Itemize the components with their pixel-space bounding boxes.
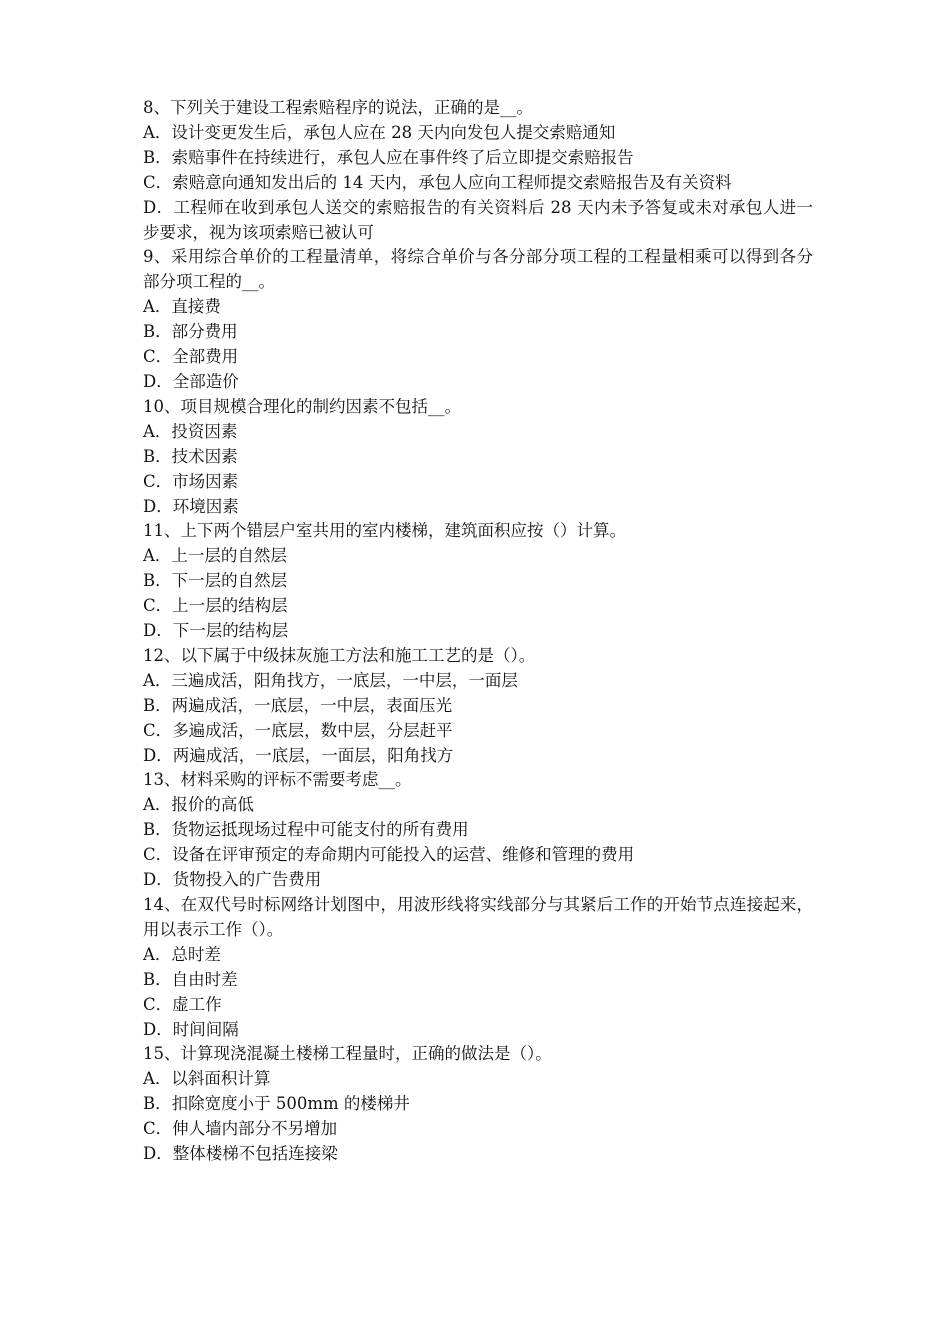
question-stem: 11、上下两个错层户室共用的室内楼梯，建筑面积应按（）计算。 (143, 521, 626, 541)
question-stem: 8、下列关于建设工程索赔程序的说法，正确的是__。 (143, 98, 533, 117)
question-stem: 13、材料采购的评标不需要考虑__。 (143, 770, 412, 790)
option-b: B．自由时差 (143, 969, 238, 989)
question-8 (143, 96, 813, 245)
option-d: D．下一层的结构层 (143, 621, 289, 641)
question-stem: 15、计算现浇混凝土楼梯工程量时，正确的做法是（）。 (143, 1044, 552, 1064)
option-c: C．索赔意向通知发出后的 14 天内，承包人应向工程师提交索赔报告及有关资料 (143, 172, 732, 192)
option-d: D．环境因素 (143, 496, 239, 516)
question-15 (143, 1042, 813, 1167)
question-stem: 12、以下属于中级抹灰施工方法和施工工艺的是（）。 (143, 645, 536, 665)
option-b: B．技术因素 (143, 446, 238, 466)
option-b: B．下一层的自然层 (143, 571, 288, 591)
option-d: D．工程师在收到承包人送交的索赔报告的有关资料后 28 天内未予答复或未对承包人进一步要求，视为该项索赔已被认可 (143, 197, 813, 242)
option-c: C．虚工作 (143, 994, 222, 1014)
option-c: C．上一层的结构层 (143, 596, 288, 616)
option-b: B．部分费用 (143, 322, 238, 342)
question-9 (143, 245, 813, 394)
option-d: D．两遍成活，一底层，一面层，阳角找方 (143, 745, 454, 765)
question-12 (143, 644, 813, 769)
option-d: D．货物投入的广告费用 (143, 870, 322, 890)
option-a: A．总时差 (143, 944, 221, 964)
option-d: D．时间间隔 (143, 1019, 239, 1039)
option-a: A．上一层的自然层 (143, 546, 287, 566)
question-stem: 10、项目规模合理化的制约因素不包括__。 (143, 396, 461, 416)
option-b: B．两遍成活，一底层，一中层，表面压光 (143, 695, 453, 715)
option-a: A．报价的高低 (143, 795, 254, 815)
option-c: C．设备在评审预定的寿命期内可能投入的运营、维修和管理的费用 (143, 845, 635, 865)
option-d: D．整体楼梯不包括连接梁 (143, 1144, 338, 1164)
question-10 (143, 395, 813, 520)
option-c: C．多遍成活，一底层，数中层，分层赶平 (143, 720, 453, 740)
option-b: B．货物运抵现场过程中可能支付的所有费用 (143, 820, 469, 840)
option-c: C．全部费用 (143, 347, 239, 367)
question-11 (143, 519, 813, 644)
option-c: C．伸人墙内部分不另增加 (143, 1119, 338, 1139)
option-d: D．全部造价 (143, 371, 239, 391)
question-stem: 9、采用综合单价的工程量清单，将综合单价与各分部分项工程的工程量相乘可以得到各分部分项工程的__。 (143, 247, 813, 292)
question-14 (143, 893, 813, 1042)
option-c: C．市场因素 (143, 471, 239, 491)
question-list (143, 96, 813, 1167)
question-stem: 14、在双代号时标网络计划图中，用波形线将实线部分与其紧后工作的开始节点连接起来，用以表示工作（）。 (143, 895, 813, 939)
option-b: B．扣除宽度小于 500mm 的楼梯井 (143, 1094, 410, 1114)
option-a: A．三遍成活，阳角找方，一底层，一中层，一面层 (143, 670, 518, 690)
option-a: A．直接费 (143, 297, 221, 317)
option-a: A．投资因素 (143, 421, 238, 441)
option-a: A．设计变更发生后，承包人应在 28 天内向发包人提交索赔通知 (143, 122, 616, 142)
option-a: A．以斜面积计算 (143, 1069, 271, 1089)
question-13 (143, 768, 813, 893)
option-b: B．索赔事件在持续进行，承包人应在事件终了后立即提交索赔报告 (143, 147, 634, 167)
